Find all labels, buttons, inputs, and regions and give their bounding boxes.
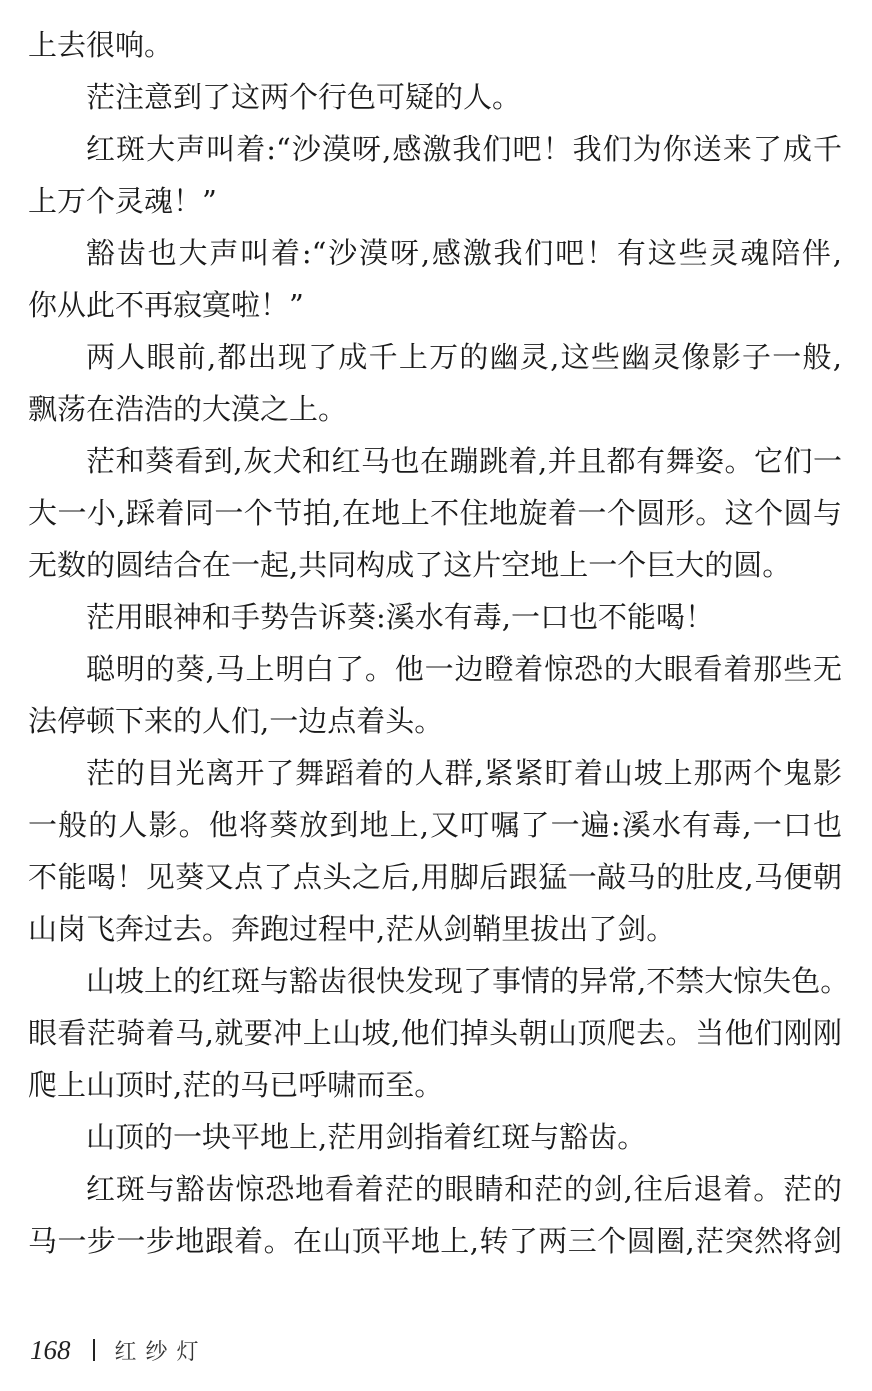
text-line: 豁齿也大声叫着:“沙漠呀,感激我们吧！有这些灵魂陪伴, (86, 236, 842, 270)
footer-divider (93, 1339, 95, 1361)
paragraph (28, 1163, 842, 1267)
paragraph (28, 435, 842, 591)
paragraph (28, 643, 842, 747)
text-line: 马一步一步地跟着。在山顶平地上,转了两三个圆圈,茫突然将剑 (28, 1224, 842, 1258)
paragraph (28, 331, 842, 435)
text-line: 飘荡在浩浩的大漠之上。 (28, 392, 348, 426)
text-line: 无数的圆结合在一起,共同构成了这片空地上一个巨大的圆。 (28, 548, 792, 582)
text-line: 山岗飞奔过去。奔跑过程中,茫从剑鞘里拔出了剑。 (28, 912, 676, 946)
text-line: 眼看茫骑着马,就要冲上山坡,他们掉头朝山顶爬去。当他们刚刚 (28, 1016, 842, 1050)
text-line: 红斑与豁齿惊恐地看着茫的眼睛和茫的剑,往后退着。茫的 (86, 1172, 842, 1206)
text-line: 聪明的葵,马上明白了。他一边瞪着惊恐的大眼看着那些无 (86, 652, 842, 686)
paragraph (28, 227, 842, 331)
text-line: 爬上山顶时,茫的马已呼啸而至。 (28, 1068, 444, 1102)
text-line: 法停顿下来的人们,一边点着头。 (28, 704, 444, 738)
text-line: 两人眼前,都出现了成千上万的幽灵,这些幽灵像影子一般, (86, 340, 842, 374)
text-line: 你从此不再寂寞啦！” (28, 288, 304, 322)
paragraph (28, 591, 842, 643)
text-line: 大一小,踩着同一个节拍,在地上不住地旋着一个圆形。这个圆与 (28, 496, 842, 530)
paragraph (28, 1111, 842, 1163)
paragraph (28, 19, 842, 71)
text-line: 一般的人影。他将葵放到地上,又叮嘱了一遍:溪水有毒,一口也 (28, 808, 842, 842)
text-line: 上去很响。 (28, 28, 174, 62)
paragraph (28, 123, 842, 227)
page-number: 168 (30, 1334, 71, 1365)
text-line: 山坡上的红斑与豁齿很快发现了事情的异常,不禁大惊失色。 (86, 964, 850, 998)
paragraph (28, 71, 842, 123)
book-title: 红纱灯 (114, 1339, 208, 1365)
text-line: 茫和葵看到,灰犬和红马也在蹦跳着,并且都有舞姿。它们一 (86, 444, 842, 478)
text-line: 茫用眼神和手势告诉葵:溪水有毒,一口也不能喝！ (86, 600, 714, 634)
page-footer (30, 1330, 208, 1370)
text-line: 红斑大声叫着:“沙漠呀,感激我们吧！我们为你送来了成千 (86, 132, 842, 166)
text-line: 茫注意到了这两个行色可疑的人。 (86, 80, 522, 114)
paragraph (28, 747, 842, 955)
text-line: 茫的目光离开了舞蹈着的人群,紧紧盯着山坡上那两个鬼影 (86, 756, 842, 790)
text-line: 不能喝！见葵又点了点头之后,用脚后跟猛一敲马的肚皮,马便朝 (28, 860, 842, 894)
text-line: 上万个灵魂！” (28, 184, 217, 218)
paragraph (28, 955, 850, 1111)
body-text (28, 19, 850, 1267)
text-line: 山顶的一块平地上,茫用剑指着红斑与豁齿。 (86, 1120, 647, 1154)
